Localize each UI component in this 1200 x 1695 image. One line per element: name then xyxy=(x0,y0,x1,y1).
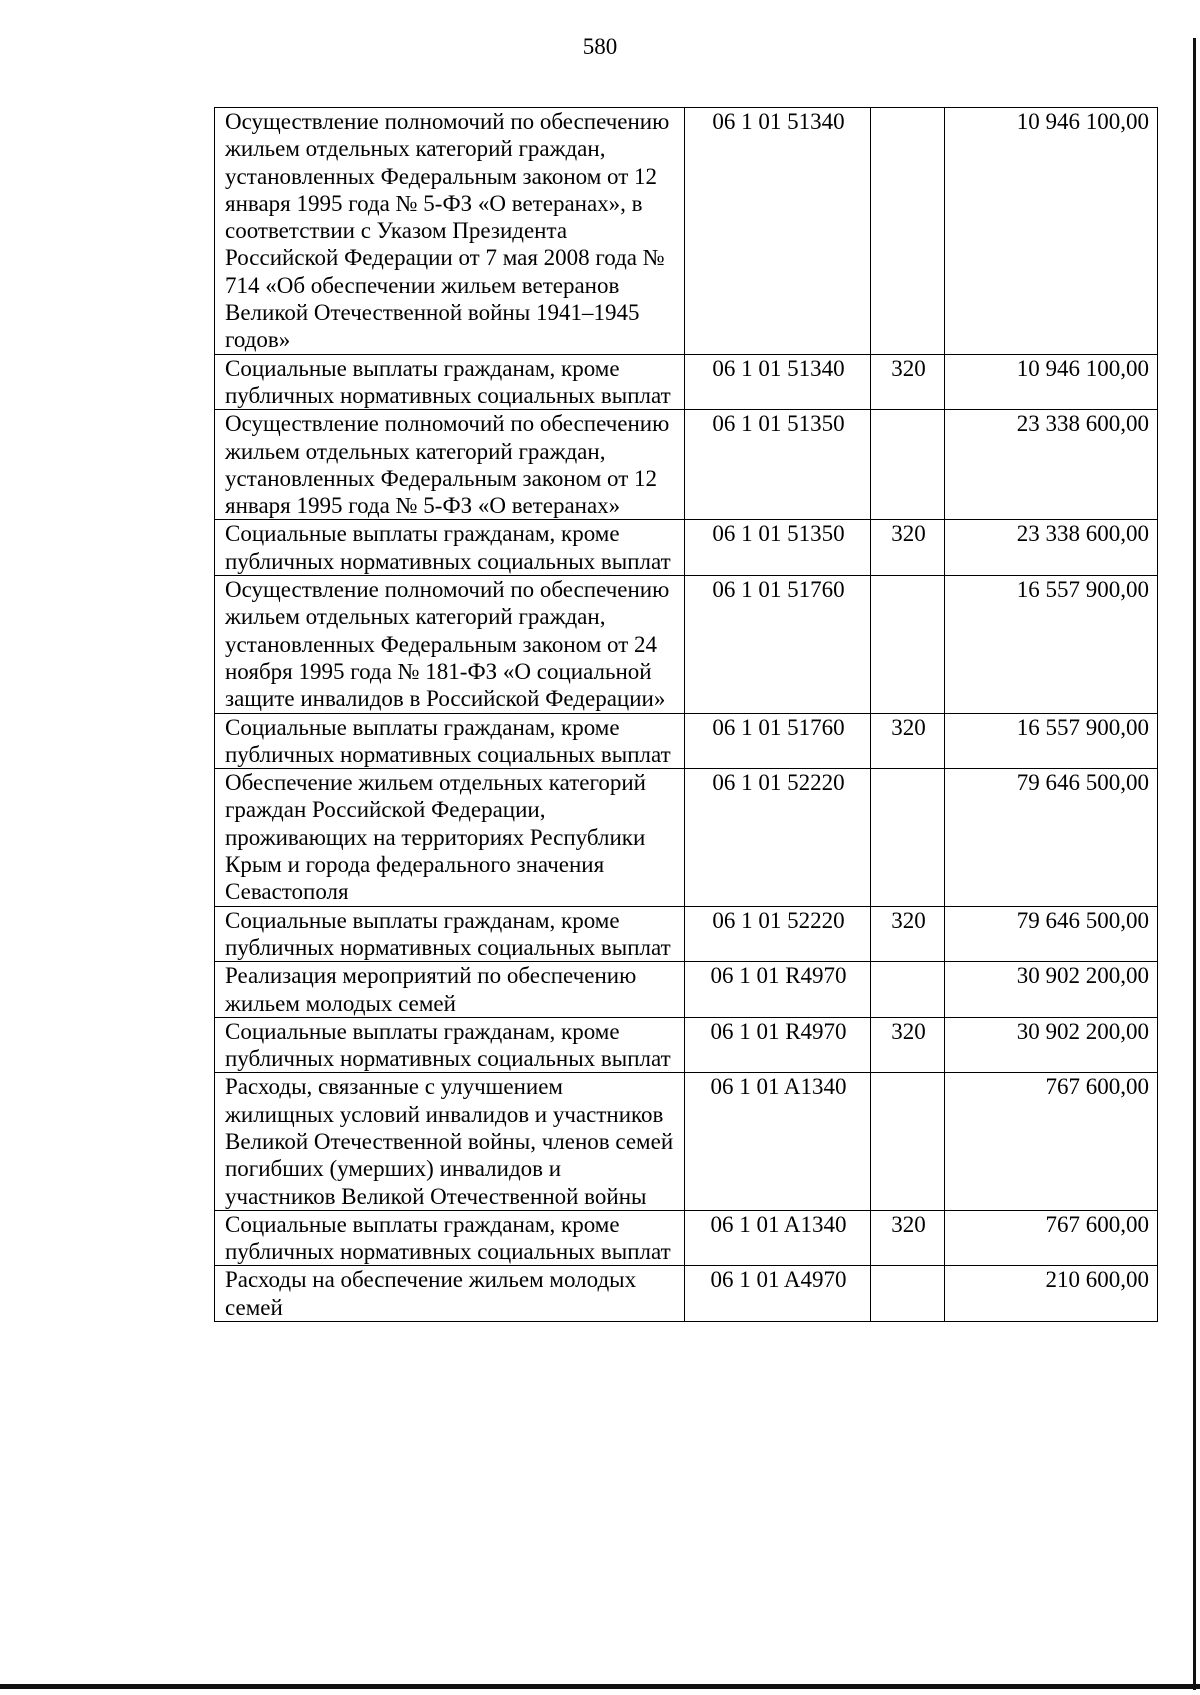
row-amount: 16 557 900,00 xyxy=(945,576,1158,713)
row-code: 06 1 01 51760 xyxy=(685,576,871,713)
table-row xyxy=(215,520,1158,576)
row-name: Осуществление полномочий по обеспечению жильем отдельных категорий граждан, установленных Федеральным законом от 24 ноября 1995 года № 181-ФЗ «О социальной защите инвалидов в Российской Федерации» xyxy=(215,576,685,713)
row-amount: 767 600,00 xyxy=(945,1210,1158,1266)
table-row xyxy=(215,1017,1158,1073)
table-row xyxy=(215,410,1158,520)
row-code: 06 1 01 51340 xyxy=(685,354,871,410)
table-row xyxy=(215,713,1158,769)
row-code: 06 1 01 A1340 xyxy=(685,1210,871,1266)
row-name: Социальные выплаты гражданам, кроме публичных нормативных социальных выплат xyxy=(215,1017,685,1073)
row-amount: 10 946 100,00 xyxy=(945,354,1158,410)
row-amount: 30 902 200,00 xyxy=(945,962,1158,1018)
row-amount: 79 646 500,00 xyxy=(945,769,1158,906)
table-row xyxy=(215,906,1158,962)
table-row xyxy=(215,962,1158,1018)
table-row xyxy=(215,354,1158,410)
row-code: 06 1 01 52220 xyxy=(685,769,871,906)
row-name: Осуществление полномочий по обеспечению жильем отдельных категорий граждан, установленных Федеральным законом от 12 января 1995 года № 5-ФЗ «О ветеранах» xyxy=(215,410,685,520)
table-row xyxy=(215,1210,1158,1266)
row-amount: 767 600,00 xyxy=(945,1073,1158,1210)
row-amount: 23 338 600,00 xyxy=(945,520,1158,576)
row-type xyxy=(871,410,945,520)
row-name: Социальные выплаты гражданам, кроме публичных нормативных социальных выплат xyxy=(215,354,685,410)
row-name: Социальные выплаты гражданам, кроме публичных нормативных социальных выплат xyxy=(215,520,685,576)
row-name: Социальные выплаты гражданам, кроме публичных нормативных социальных выплат xyxy=(215,906,685,962)
row-type: 320 xyxy=(871,354,945,410)
row-name: Обеспечение жильем отдельных категорий граждан Российской Федерации, проживающих на территориях Республики Крым и города федерального значения Севастополя xyxy=(215,769,685,906)
row-amount: 30 902 200,00 xyxy=(945,1017,1158,1073)
row-type: 320 xyxy=(871,1017,945,1073)
row-type xyxy=(871,769,945,906)
row-code: 06 1 01 51350 xyxy=(685,520,871,576)
table-row xyxy=(215,769,1158,906)
row-amount: 210 600,00 xyxy=(945,1266,1158,1322)
row-code: 06 1 01 R4970 xyxy=(685,1017,871,1073)
page-number: 580 xyxy=(582,34,618,59)
scan-edge-right xyxy=(1193,38,1196,1690)
row-type xyxy=(871,108,945,355)
row-code: 06 1 01 51350 xyxy=(685,410,871,520)
row-name: Осуществление полномочий по обеспечению жильем отдельных категорий граждан, установленных Федеральным законом от 12 января 1995 года № 5-ФЗ «О ветеранах», в соответствии с Указом Президента Российской Федерации от 7 мая 2008 года № 714 «Об обеспечении жильем ветеранов Великой Отечественной войны 1941–1945 годов» xyxy=(215,108,685,355)
row-code: 06 1 01 A4970 xyxy=(685,1266,871,1322)
row-type: 320 xyxy=(871,906,945,962)
row-code: 06 1 01 R4970 xyxy=(685,962,871,1018)
row-type xyxy=(871,1266,945,1322)
row-code: 06 1 01 51340 xyxy=(685,108,871,355)
budget-table xyxy=(214,107,1158,1322)
row-type xyxy=(871,1073,945,1210)
row-amount: 16 557 900,00 xyxy=(945,713,1158,769)
row-code: 06 1 01 52220 xyxy=(685,906,871,962)
row-name: Социальные выплаты гражданам, кроме публичных нормативных социальных выплат xyxy=(215,713,685,769)
row-amount: 23 338 600,00 xyxy=(945,410,1158,520)
row-type xyxy=(871,576,945,713)
row-name: Социальные выплаты гражданам, кроме публичных нормативных социальных выплат xyxy=(215,1210,685,1266)
table-row xyxy=(215,108,1158,355)
row-name: Реализация мероприятий по обеспечению жильем молодых семей xyxy=(215,962,685,1018)
row-type: 320 xyxy=(871,1210,945,1266)
row-type xyxy=(871,962,945,1018)
table-row xyxy=(215,1073,1158,1210)
row-amount: 79 646 500,00 xyxy=(945,906,1158,962)
row-name: Расходы, связанные с улучшением жилищных условий инвалидов и участников Великой Отечественной войны, членов семей погибших (умерших) инвалидов и участников Великой Отечественной войны xyxy=(215,1073,685,1210)
row-type: 320 xyxy=(871,713,945,769)
row-code: 06 1 01 A1340 xyxy=(685,1073,871,1210)
budget-table-body xyxy=(215,108,1158,1322)
row-amount: 10 946 100,00 xyxy=(945,108,1158,355)
row-type: 320 xyxy=(871,520,945,576)
row-code: 06 1 01 51760 xyxy=(685,713,871,769)
row-name: Расходы на обеспечение жильем молодых семей xyxy=(215,1266,685,1322)
scan-edge-bottom xyxy=(0,1684,1200,1689)
table-row xyxy=(215,1266,1158,1322)
table-row xyxy=(215,576,1158,713)
